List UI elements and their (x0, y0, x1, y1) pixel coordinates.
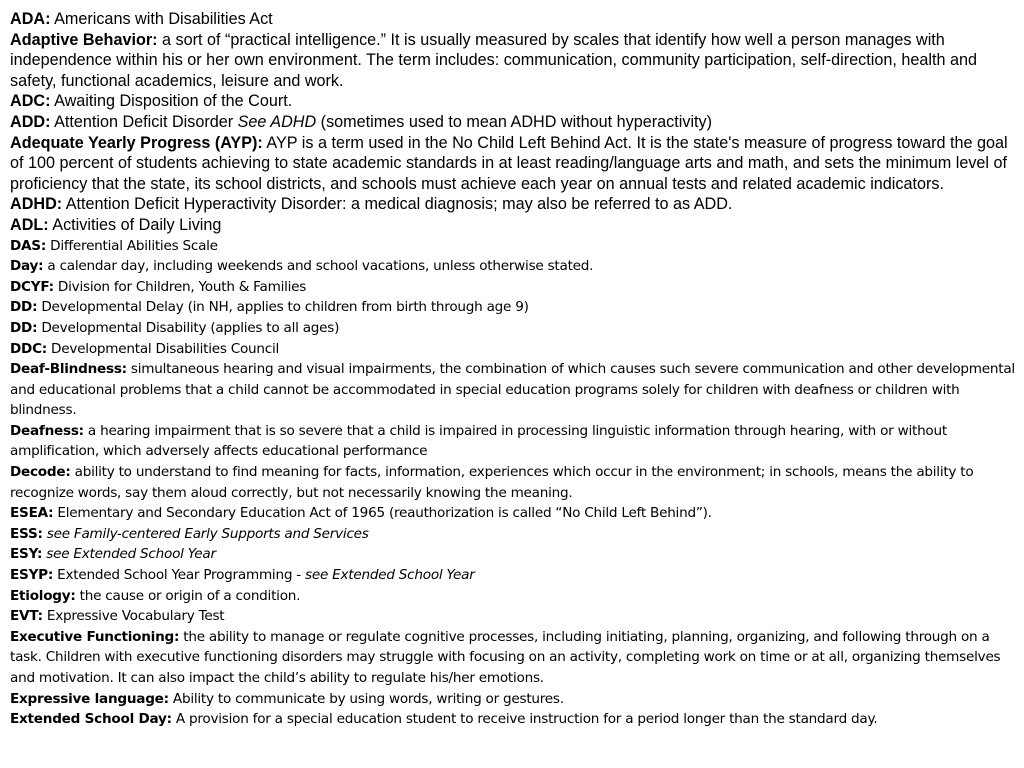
glossary-entry-esea (10, 503, 1015, 524)
term: DAS: (10, 237, 47, 254)
definition: a sort of “practical intelligence.” It is usually measured by scales that identify how well a person manages with independence within his or her own environment. The term includes: communication, community participation, self-direction, health and safety, functional academics, leisure and work. (10, 30, 977, 90)
definition: AYP is a term used in the No Child Left Behind Act. It is the state's measure of progress toward the goal of 100 percent of students achieving to state academic standards in at least reading/language arts and math, and sets the minimum level of proficiency that the state, its school districts, and schools must achieve each year on annual tests and related academic indicators. (10, 133, 1008, 193)
definition: a hearing impairment that is so severe that a child is impaired in processing linguistic information through hearing, with or without amplification, which adversely affects educational performance (10, 422, 947, 460)
glossary-entry-dd-delay (10, 297, 1015, 318)
term: Extended School Day: (10, 711, 172, 728)
definition: simultaneous hearing and visual impairments, the combination of which causes such severe communication and other developmental and educational problems that a child cannot be accommodated in special education programs solely for children with deafness or children with blindness. (10, 361, 1015, 419)
term: ESEA: (10, 505, 54, 522)
definition: Differential Abilities Scale (46, 237, 218, 254)
glossary-entry-ddc (10, 339, 1015, 360)
definition: Expressive Vocabulary Test (42, 608, 225, 625)
definition-note: (sometimes used to mean ADHD without hyperactivity) (316, 112, 713, 131)
term: Executive Functioning: (10, 628, 180, 645)
glossary-entry-ayp (10, 133, 1015, 195)
definition: Americans with Disabilities Act (50, 10, 273, 28)
glossary-entry-adhd (10, 194, 1015, 215)
term: ADHD: (10, 195, 63, 214)
definition: Developmental Disability (applies to all ages) (37, 319, 340, 336)
definition: Attention Deficit Hyperactivity Disorder: a medical diagnosis; may also be referred to as ADD. (62, 195, 733, 214)
term: Deafness: (10, 422, 84, 439)
term: ESS: (10, 525, 43, 542)
glossary-entry-deafness (10, 421, 1015, 462)
definition: the cause or origin of a condition. (75, 587, 301, 604)
glossary-entry-deaf-blindness (10, 359, 1015, 421)
cross-reference: see Extended School Year (46, 546, 216, 563)
term: DCYF: (10, 278, 54, 295)
term: EVT: (10, 608, 43, 625)
term: Adequate Yearly Progress (AYP): (10, 133, 263, 152)
definition: ability to understand to find meaning for facts, information, experiences which occur in the environment; in schools, means the ability to recognize words, say them aloud correctly, but not necessarily knowing the meaning. (10, 464, 974, 501)
term: ADC: (10, 92, 51, 111)
term: Day: (10, 258, 44, 275)
glossary-entry-ada (10, 9, 1015, 30)
definition: A provision for a special education student to receive instruction for a period longer than the standard day. (171, 711, 878, 728)
glossary-entry-executive-functioning (10, 627, 1015, 689)
glossary-entry-esy (10, 544, 1015, 565)
term: Adaptive Behavior: (10, 30, 158, 49)
term: Deaf-Blindness: (10, 361, 127, 378)
cross-reference: see Extended School Year (305, 567, 475, 584)
glossary-entry-evt (10, 606, 1015, 627)
glossary-entry-das (10, 236, 1015, 257)
term: Expressive language: (10, 690, 169, 707)
term: Etiology: (10, 587, 76, 604)
term: DD: (10, 299, 38, 316)
definition: Developmental Disabilities Council (46, 340, 280, 357)
cross-reference: See ADHD (237, 112, 317, 131)
definition: Ability to communicate by using words, writing or gestures. (168, 690, 564, 707)
term: Decode: (10, 464, 71, 481)
term: ADL: (10, 215, 49, 234)
term: DD: (10, 319, 38, 336)
term: ESY: (10, 546, 43, 563)
definition: Elementary and Secondary Education Act of 1965 (reauthorization is called “No Child Left Behind”). (53, 505, 712, 522)
definition: Extended School Year Programming - (53, 567, 306, 584)
glossary-entry-adc (10, 91, 1015, 112)
definition: a calendar day, including weekends and school vacations, unless otherwise stated. (43, 258, 594, 275)
definition: Awaiting Disposition of the Court. (50, 92, 293, 111)
term: DDC: (10, 340, 47, 357)
glossary-entry-esyp (10, 565, 1015, 586)
glossary-entry-dcyf (10, 277, 1015, 298)
term: ESYP: (10, 567, 54, 584)
glossary-entry-day (10, 256, 1015, 277)
term: ADD: (10, 112, 51, 131)
glossary-entry-ess (10, 524, 1015, 545)
glossary-entry-adl (10, 215, 1015, 236)
cross-reference: see Family-centered Early Supports and Services (46, 525, 369, 542)
glossary-text (10, 9, 1015, 730)
definition: Division for Children, Youth & Families (53, 278, 307, 295)
glossary-entry-adaptive-behavior (10, 30, 1015, 92)
glossary-entry-add (10, 112, 1015, 133)
definition: Developmental Delay (in NH, applies to children from birth through age 9) (37, 299, 529, 316)
definition: Activities of Daily Living (48, 215, 222, 234)
definition: Attention Deficit Disorder (50, 112, 238, 131)
glossary-entry-decode (10, 462, 1015, 503)
glossary-entry-dd-disability (10, 318, 1015, 339)
glossary-entry-extended-school-day (10, 709, 1015, 730)
glossary-entry-etiology (10, 586, 1015, 607)
definition: the ability to manage or regulate cognitive processes, including initiating, planning, organizing, and following through on a task. Children with executive functioning disorders may struggle with focusing on an activity, completing work on time or at all, organizing themselves and motivation. It can also impact the child’s ability to regulate his/her emotions. (10, 628, 1001, 686)
glossary-entry-expressive-language (10, 689, 1015, 710)
term: ADA: (10, 10, 51, 28)
